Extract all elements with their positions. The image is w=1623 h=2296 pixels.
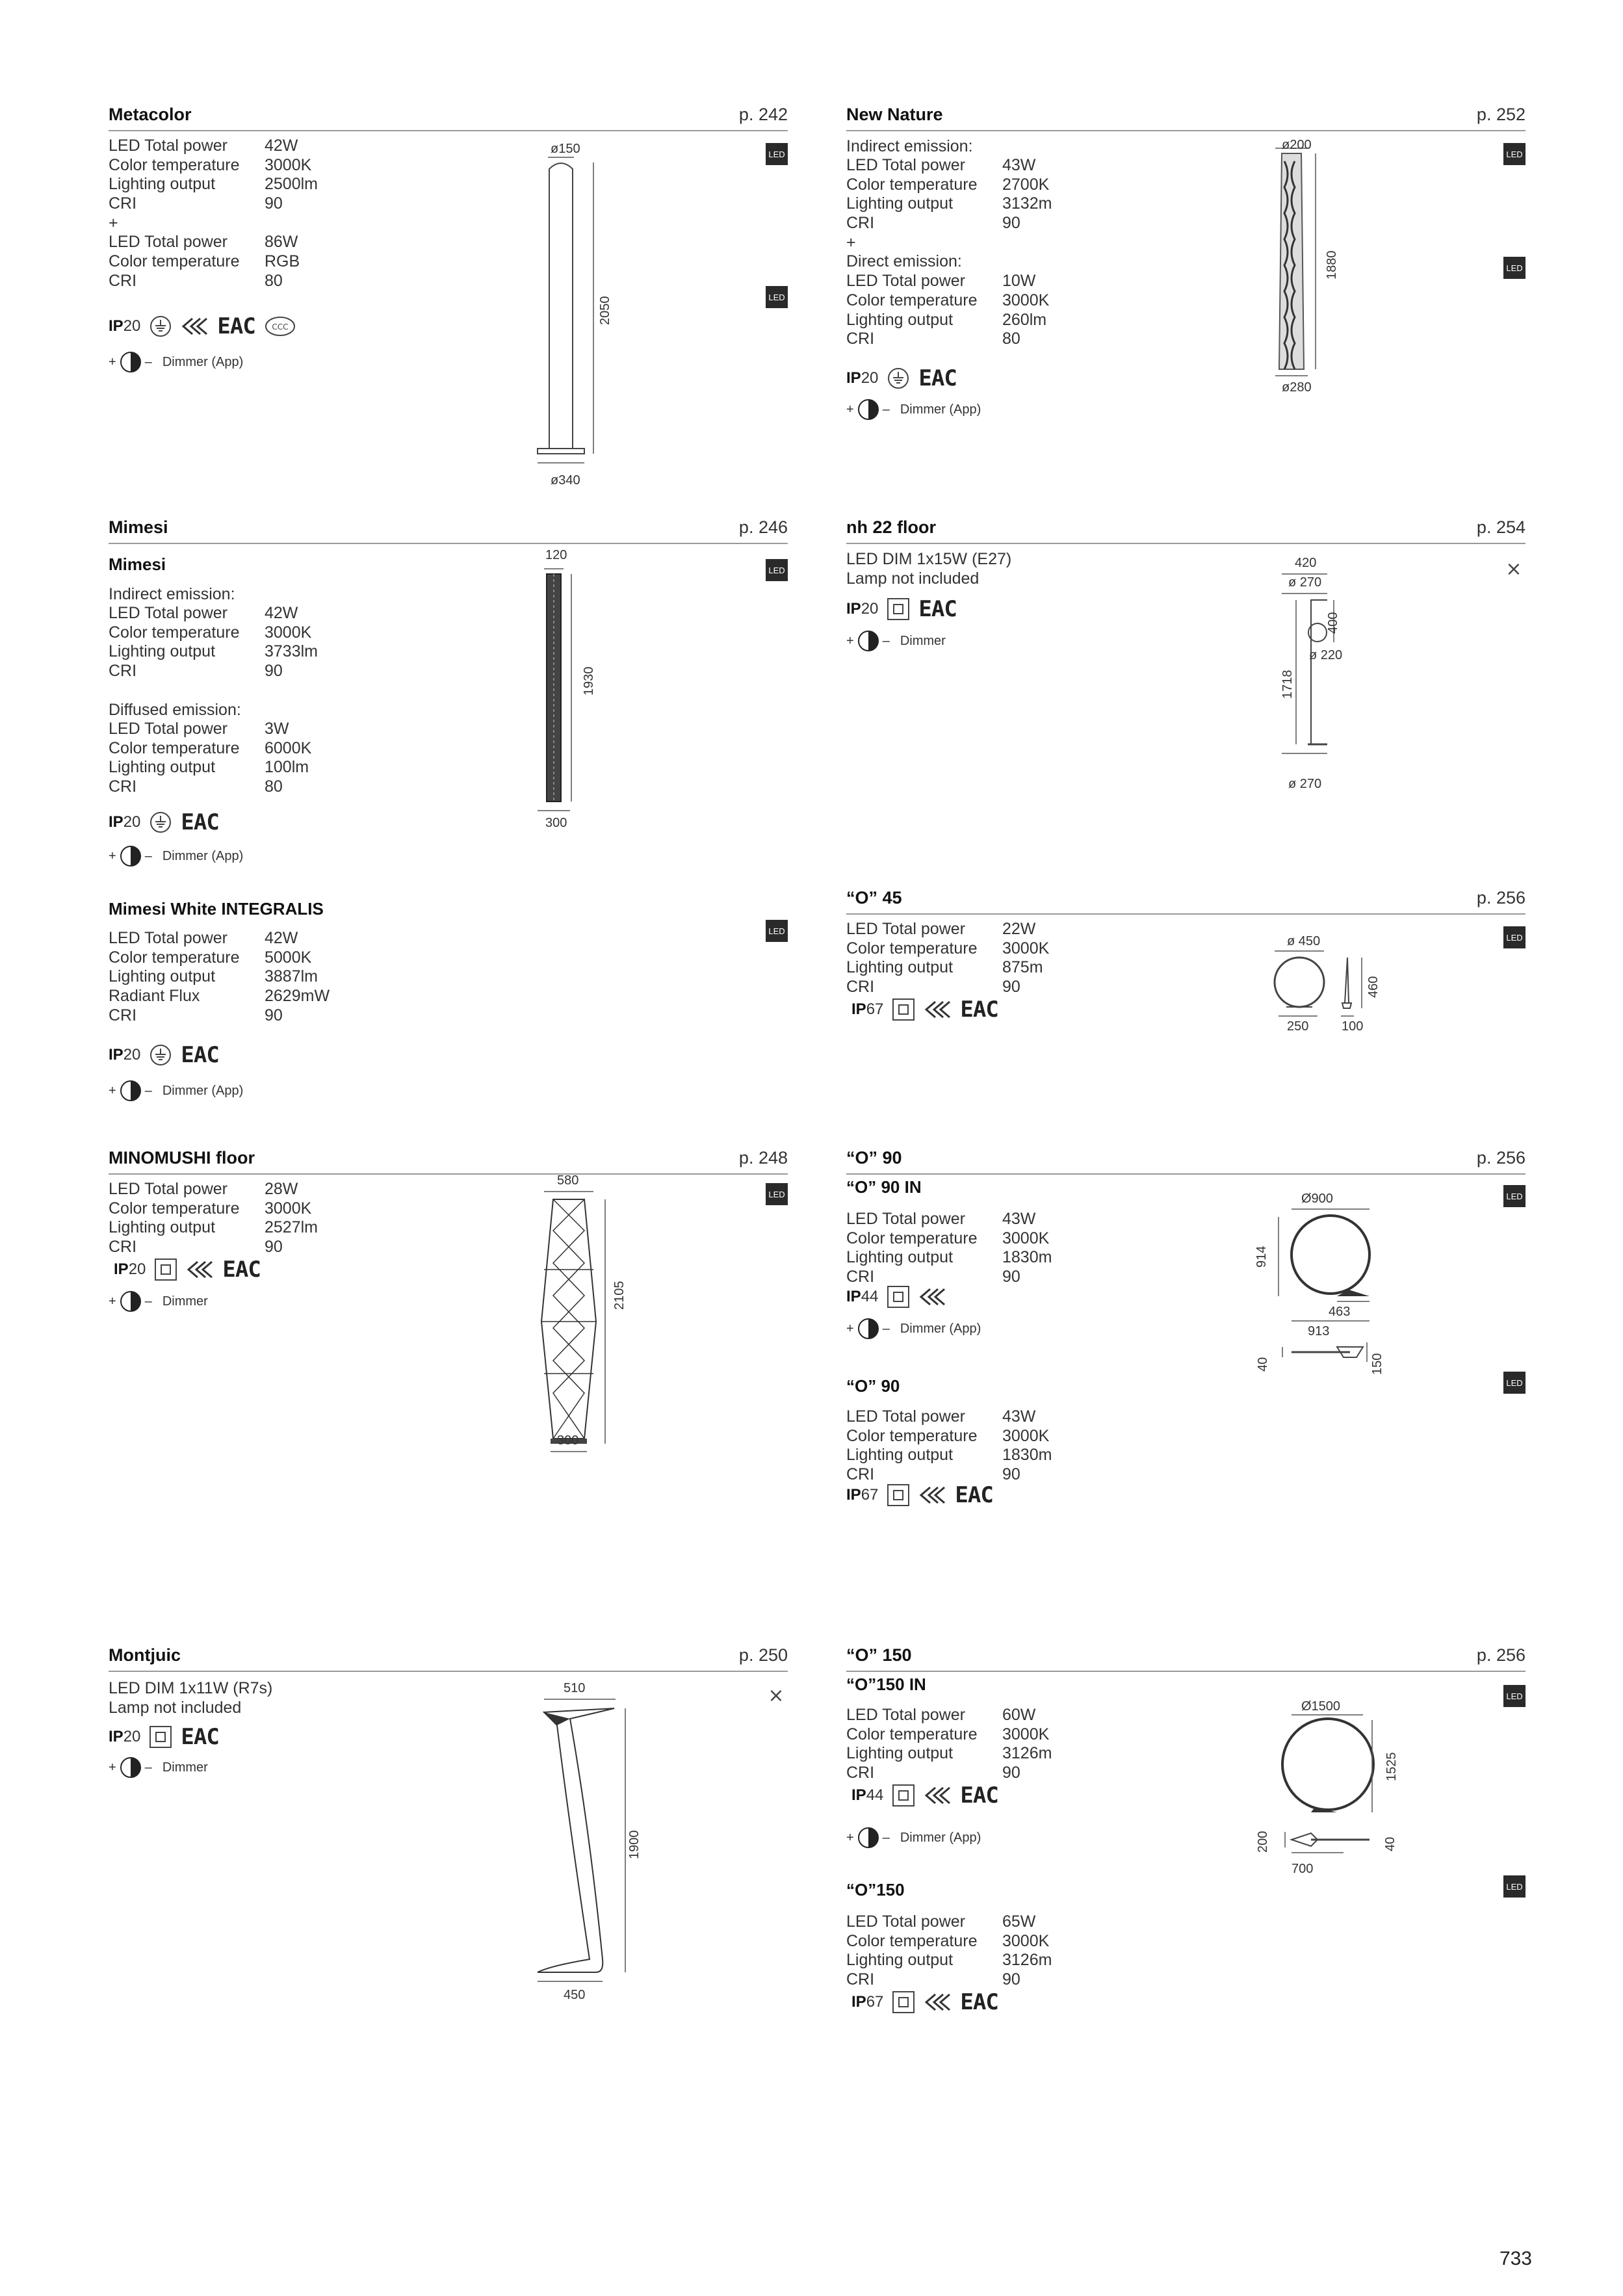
spec-row: Lighting output 100lm	[109, 758, 309, 777]
dimmer-info: + – Dimmer (App)	[109, 1080, 243, 1102]
eac-mark-icon: EAC	[181, 1042, 219, 1068]
montjuic-drawing	[531, 1699, 635, 2005]
lamp-line: Lamp not included	[846, 569, 980, 588]
spec-table	[109, 1180, 369, 1257]
section-montjuic	[109, 1645, 788, 2022]
dim-depth: 200	[1256, 1831, 1270, 1853]
no-led-icon: ⨯	[768, 1684, 785, 1706]
dimmer-info: + – Dimmer (App)	[109, 845, 243, 867]
spec-row: Lighting output 3126m	[846, 1951, 1052, 1970]
spec-row: CRI 80	[846, 330, 1020, 348]
section-metacolor	[109, 104, 788, 494]
spec-row: Color temperature 3000K	[846, 1229, 1050, 1247]
eac-mark-icon: EAC	[960, 997, 998, 1023]
eac-mark-icon: EAC	[960, 1782, 998, 1808]
dim-height: 2050	[598, 296, 612, 325]
dim-depth: 100	[1342, 1019, 1364, 1034]
dim-base: 450	[564, 1988, 586, 2002]
section-header	[109, 517, 788, 544]
spec-row: LED Total power 10W	[846, 272, 1036, 291]
ip-rating: IP20	[109, 1046, 141, 1063]
ip-rating: IP44	[851, 1786, 884, 1804]
led-icon: LED	[1503, 143, 1526, 165]
dimmer-info: + – Dimmer (App)	[846, 1827, 981, 1849]
minomushi-drawing	[525, 1192, 622, 1465]
double-chevron-icon	[924, 1786, 951, 1805]
spec-row: Color temperature 3000K	[846, 1725, 1050, 1743]
spec-row: Lighting output 3733lm	[109, 642, 318, 661]
spec-row: CRI 80	[109, 777, 283, 796]
section-new-nature	[846, 104, 1526, 442]
double-insulation-icon	[155, 1259, 177, 1281]
eac-mark-icon: EAC	[181, 809, 219, 835]
spec-row: Lighting output 260lm	[846, 310, 1047, 329]
led-icon: LED	[1503, 1875, 1526, 1898]
double-insulation-icon	[887, 598, 909, 620]
spec-row: LED Total power 43W	[846, 1210, 1036, 1228]
spec-row: LED Total power 22W	[846, 920, 1036, 938]
spec-table	[846, 1912, 1106, 1990]
ip-rating: IP67	[846, 1486, 879, 1504]
section-minomushi-floor	[109, 1147, 788, 1466]
page-reference: p. 248	[738, 1148, 788, 1168]
page-reference: p. 250	[738, 1645, 788, 1665]
spec-row: LED Total power 42W	[109, 929, 298, 947]
certifications	[109, 1042, 219, 1068]
spec-row: Color temperature RGB	[109, 252, 300, 271]
dim-top-diameter: ø150	[551, 142, 580, 156]
emission-label: Indirect emission:	[109, 585, 235, 603]
spec-row: Lighting output 875m	[846, 958, 1043, 977]
certifications	[846, 1284, 946, 1310]
spec-table	[109, 720, 369, 797]
spec-row: LED Total power 43W	[846, 1407, 1036, 1426]
page-reference: p. 254	[1476, 517, 1526, 537]
section-header	[846, 887, 1526, 915]
dim-base: 300	[545, 816, 567, 830]
spec-row: Color temperature 3000K	[109, 155, 312, 174]
spec-row: CRI 90	[846, 1764, 1020, 1782]
product-title: “O” 90	[846, 1148, 902, 1168]
spec-row: CRI 90	[846, 214, 1020, 233]
eac-mark-icon: EAC	[181, 1724, 219, 1750]
led-icon: LED	[1503, 1685, 1526, 1707]
certifications	[851, 997, 998, 1023]
dim-height: 1718	[1280, 670, 1295, 699]
dim-width: 120	[545, 548, 567, 562]
dim-top-width: 510	[564, 1681, 586, 1695]
dim-base-diameter: ø340	[551, 473, 580, 488]
spec-row: CRI 90	[846, 1970, 1020, 1989]
ip-rating: IP20	[846, 600, 879, 618]
dimmer-info: + – Dimmer (App)	[846, 398, 981, 421]
dim-base: 250	[1287, 1019, 1309, 1034]
dim-height: 1930	[582, 666, 596, 696]
spec-row: LED Total power 42W	[109, 604, 298, 622]
dim-width: 420	[1295, 556, 1317, 570]
led-icon: LED	[1503, 257, 1526, 279]
dim-side: 40	[1383, 1836, 1397, 1851]
certifications	[846, 596, 957, 622]
dim-top-diameter: ø200	[1282, 138, 1312, 152]
earth-icon	[149, 811, 172, 833]
section-o-150	[846, 1645, 1526, 2048]
double-insulation-icon	[892, 998, 915, 1021]
spec-row: CRI 90	[109, 1006, 283, 1024]
page-reference: p. 256	[1476, 1148, 1526, 1168]
dim-base: 300	[557, 1433, 579, 1448]
led-icon: LED	[766, 143, 788, 165]
double-insulation-icon	[149, 1726, 172, 1748]
dim-height: 1900	[627, 1830, 642, 1859]
eac-mark-icon: EAC	[955, 1482, 993, 1508]
metacolor-drawing	[538, 150, 629, 514]
earth-icon	[149, 315, 172, 337]
svg-text:CCC: CCC	[272, 322, 289, 332]
product-title: “O” 45	[846, 888, 902, 907]
dim-side: 150	[1370, 1353, 1384, 1375]
spec-table	[846, 156, 1106, 349]
led-icon: LED	[1503, 1185, 1526, 1207]
spec-row: CRI 90	[846, 978, 1020, 997]
page-reference: p. 256	[1476, 888, 1526, 907]
o150-drawing	[1272, 1715, 1383, 1897]
dimmer-icon	[858, 1318, 879, 1339]
spec-row: LED Total power 60W	[846, 1706, 1036, 1724]
dim-shade-height: 400	[1326, 612, 1340, 634]
ip-rating: IP20	[109, 813, 141, 831]
dim-height: 914	[1254, 1246, 1269, 1268]
lamp-line: LED DIM 1x15W (E27)	[846, 550, 1012, 568]
spec-row: Color temperature 2700K	[846, 175, 1050, 194]
spec-row: Color temperature 3000K	[846, 291, 1050, 309]
spec-table	[109, 929, 369, 1025]
earth-icon	[149, 1044, 172, 1066]
double-chevron-icon	[918, 1287, 946, 1307]
certifications	[846, 1482, 993, 1508]
spec-table	[846, 920, 1106, 997]
spec-row: Lighting output 1830m	[846, 1446, 1052, 1465]
spec-row: CRI 90	[109, 1238, 283, 1257]
double-chevron-icon	[924, 1000, 951, 1019]
spec-row: LED Total power 42W	[109, 137, 298, 155]
certifications	[846, 365, 957, 391]
eac-mark-icon: EAC	[918, 365, 957, 391]
spec-row: Color temperature 5000K	[109, 948, 312, 967]
product-title: Metacolor	[109, 105, 192, 124]
spec-table	[846, 1706, 1106, 1783]
dim-diameter: Ø1500	[1301, 1699, 1341, 1714]
ip-rating: IP67	[851, 1000, 884, 1018]
section-o-90	[846, 1147, 1526, 1537]
led-icon: LED	[766, 286, 788, 308]
dim-base: 463	[1329, 1305, 1351, 1319]
dim-height: 1880	[1325, 250, 1339, 280]
certifications	[109, 809, 219, 835]
spec-row: LED Total power 28W	[109, 1180, 298, 1198]
dim-width: 700	[1292, 1862, 1314, 1876]
lamp-line: Lamp not included	[109, 1699, 242, 1717]
spec-row: Color temperature 3000K	[846, 1931, 1050, 1950]
lamp-line: LED DIM 1x11W (R7s)	[109, 1679, 273, 1697]
spec-row: Color temperature 3000K	[846, 1426, 1050, 1445]
spec-table	[109, 604, 369, 681]
spec-row: LED Total power 3W	[109, 720, 289, 738]
spec-row: LED Total power 86W	[109, 233, 298, 252]
dimmer-icon	[120, 846, 141, 867]
earth-icon	[887, 367, 909, 389]
double-insulation-icon	[887, 1286, 909, 1308]
ip-rating: IP67	[851, 1993, 884, 2011]
product-variant-title: “O” 90 IN	[846, 1177, 922, 1197]
dimmer-info: + – Dimmer	[109, 1290, 208, 1312]
dimmer-info: + – Dimmer (App)	[846, 1318, 981, 1340]
mimesi-drawing	[538, 569, 603, 842]
dim-globe-diameter: ø 220	[1309, 648, 1343, 662]
certifications	[851, 1989, 998, 2015]
spec-row: LED Total power 65W	[846, 1912, 1036, 1931]
spec-row: Radiant Flux 2629mW	[109, 987, 330, 1006]
dimmer-icon	[858, 1827, 879, 1848]
spec-row: CRI 90	[846, 1465, 1020, 1484]
product-variant-title: “O”150	[846, 1880, 905, 1899]
spec-row: Color temperature 3000K	[109, 1199, 312, 1218]
led-icon: LED	[766, 920, 788, 942]
double-chevron-icon	[181, 317, 208, 336]
page-number: 733	[1499, 2248, 1532, 2269]
emission-label: Diffused emission:	[109, 701, 241, 719]
spec-row: LED Total power 43W	[846, 156, 1036, 174]
ccc-mark-icon	[265, 315, 296, 337]
ip-rating: IP20	[109, 1728, 141, 1745]
spec-table	[846, 1210, 1106, 1287]
product-variant-title: “O” 90	[846, 1376, 900, 1396]
dim-top-diameter: ø 270	[1288, 575, 1322, 590]
emission-label: Direct emission:	[846, 252, 962, 271]
page-reference: p. 252	[1476, 105, 1526, 124]
certifications	[851, 1782, 998, 1808]
spec-row: Color temperature 3000K	[846, 939, 1050, 958]
led-icon: LED	[1503, 1372, 1526, 1394]
eac-mark-icon: EAC	[918, 596, 957, 622]
dimmer-icon	[858, 399, 879, 420]
ip-rating: IP20	[109, 317, 141, 335]
spec-row: CRI 90	[109, 194, 283, 213]
led-icon: LED	[1503, 926, 1526, 948]
double-chevron-icon	[924, 1992, 951, 2012]
section-header	[846, 517, 1526, 544]
spec-plus: +	[846, 233, 856, 252]
section-header	[109, 104, 788, 131]
spec-row: Lighting output 2527lm	[109, 1218, 318, 1237]
eac-mark-icon: EAC	[960, 1989, 998, 2015]
certifications	[109, 313, 296, 339]
spec-row: CRI 90	[846, 1268, 1020, 1286]
double-chevron-icon	[186, 1260, 213, 1279]
spec-row: Lighting output 3126m	[846, 1744, 1052, 1763]
product-variant-title: “O”150 IN	[846, 1675, 926, 1694]
page-reference: p. 242	[738, 105, 788, 124]
o90-drawing	[1272, 1209, 1383, 1398]
spec-row: Color temperature 6000K	[109, 738, 312, 757]
section-header	[846, 1645, 1526, 1672]
certifications	[109, 1724, 219, 1750]
section-mimesi	[109, 517, 788, 1115]
section-nh22-floor	[846, 517, 1526, 809]
spec-row: CRI 80	[109, 271, 283, 290]
dimmer-icon	[120, 1291, 141, 1312]
double-chevron-icon	[918, 1485, 946, 1505]
led-icon: LED	[766, 1183, 788, 1205]
spec-row: Lighting output 3132m	[846, 194, 1052, 213]
spec-row: CRI 90	[109, 662, 283, 681]
dim-height: 2105	[612, 1281, 627, 1310]
double-insulation-icon	[892, 1784, 915, 1807]
dimmer-icon	[120, 352, 141, 372]
ip-rating: IP20	[846, 369, 879, 387]
spec-table	[109, 137, 369, 291]
spec-table	[846, 1407, 1106, 1485]
led-icon: LED	[766, 559, 788, 581]
section-o-45	[846, 887, 1526, 1082]
dimmer-icon	[120, 1080, 141, 1101]
no-led-icon: ⨯	[1505, 558, 1522, 580]
dim-diameter: ø 450	[1287, 934, 1321, 948]
page-reference: p. 256	[1476, 1645, 1526, 1665]
dimmer-info: + – Dimmer	[109, 1756, 208, 1779]
dim-base-diameter: ø280	[1282, 380, 1312, 395]
product-title: “O” 150	[846, 1645, 912, 1665]
product-title: New Nature	[846, 105, 943, 124]
section-header	[109, 1147, 788, 1175]
dim-diameter: Ø900	[1301, 1192, 1333, 1206]
double-insulation-icon	[887, 1484, 909, 1506]
dim-height: 1525	[1384, 1752, 1399, 1781]
product-title: Montjuic	[109, 1645, 181, 1665]
dim-height: 460	[1366, 976, 1381, 998]
product-title: nh 22 floor	[846, 517, 937, 537]
product-variant-title: Mimesi	[109, 554, 166, 574]
spec-row: Lighting output 2500lm	[109, 175, 318, 194]
nh22-drawing	[1262, 574, 1343, 795]
ip-rating: IP44	[846, 1288, 879, 1305]
dim-width: 913	[1308, 1324, 1330, 1338]
product-title: MINOMUSHI floor	[109, 1148, 255, 1168]
dimmer-info: + – Dimmer (App)	[109, 351, 243, 373]
product-title: Mimesi	[109, 517, 168, 537]
spec-row: Lighting output 3887lm	[109, 967, 318, 986]
emission-label: Indirect emission:	[846, 137, 973, 155]
double-insulation-icon	[892, 1991, 915, 2013]
eac-mark-icon: EAC	[222, 1257, 261, 1283]
dim-base-diameter: ø 270	[1288, 777, 1322, 791]
certifications	[114, 1257, 261, 1283]
dim-depth: 40	[1256, 1357, 1270, 1372]
spec-row: Color temperature 3000K	[109, 623, 312, 642]
section-header	[846, 1147, 1526, 1175]
dimmer-icon	[120, 1757, 141, 1778]
spec-plus: +	[109, 213, 118, 232]
dim-top-width: 580	[557, 1173, 579, 1188]
eac-mark-icon: EAC	[217, 313, 255, 339]
dimmer-icon	[858, 631, 879, 651]
product-variant-title: Mimesi White INTEGRALIS	[109, 899, 324, 919]
dimmer-info: + – Dimmer	[846, 630, 946, 652]
section-header	[109, 1645, 788, 1672]
spec-row: Lighting output 1830m	[846, 1248, 1052, 1267]
section-header	[846, 104, 1526, 131]
page-reference: p. 246	[738, 517, 788, 537]
new-nature-drawing	[1275, 148, 1340, 486]
ip-rating: IP20	[114, 1260, 146, 1278]
